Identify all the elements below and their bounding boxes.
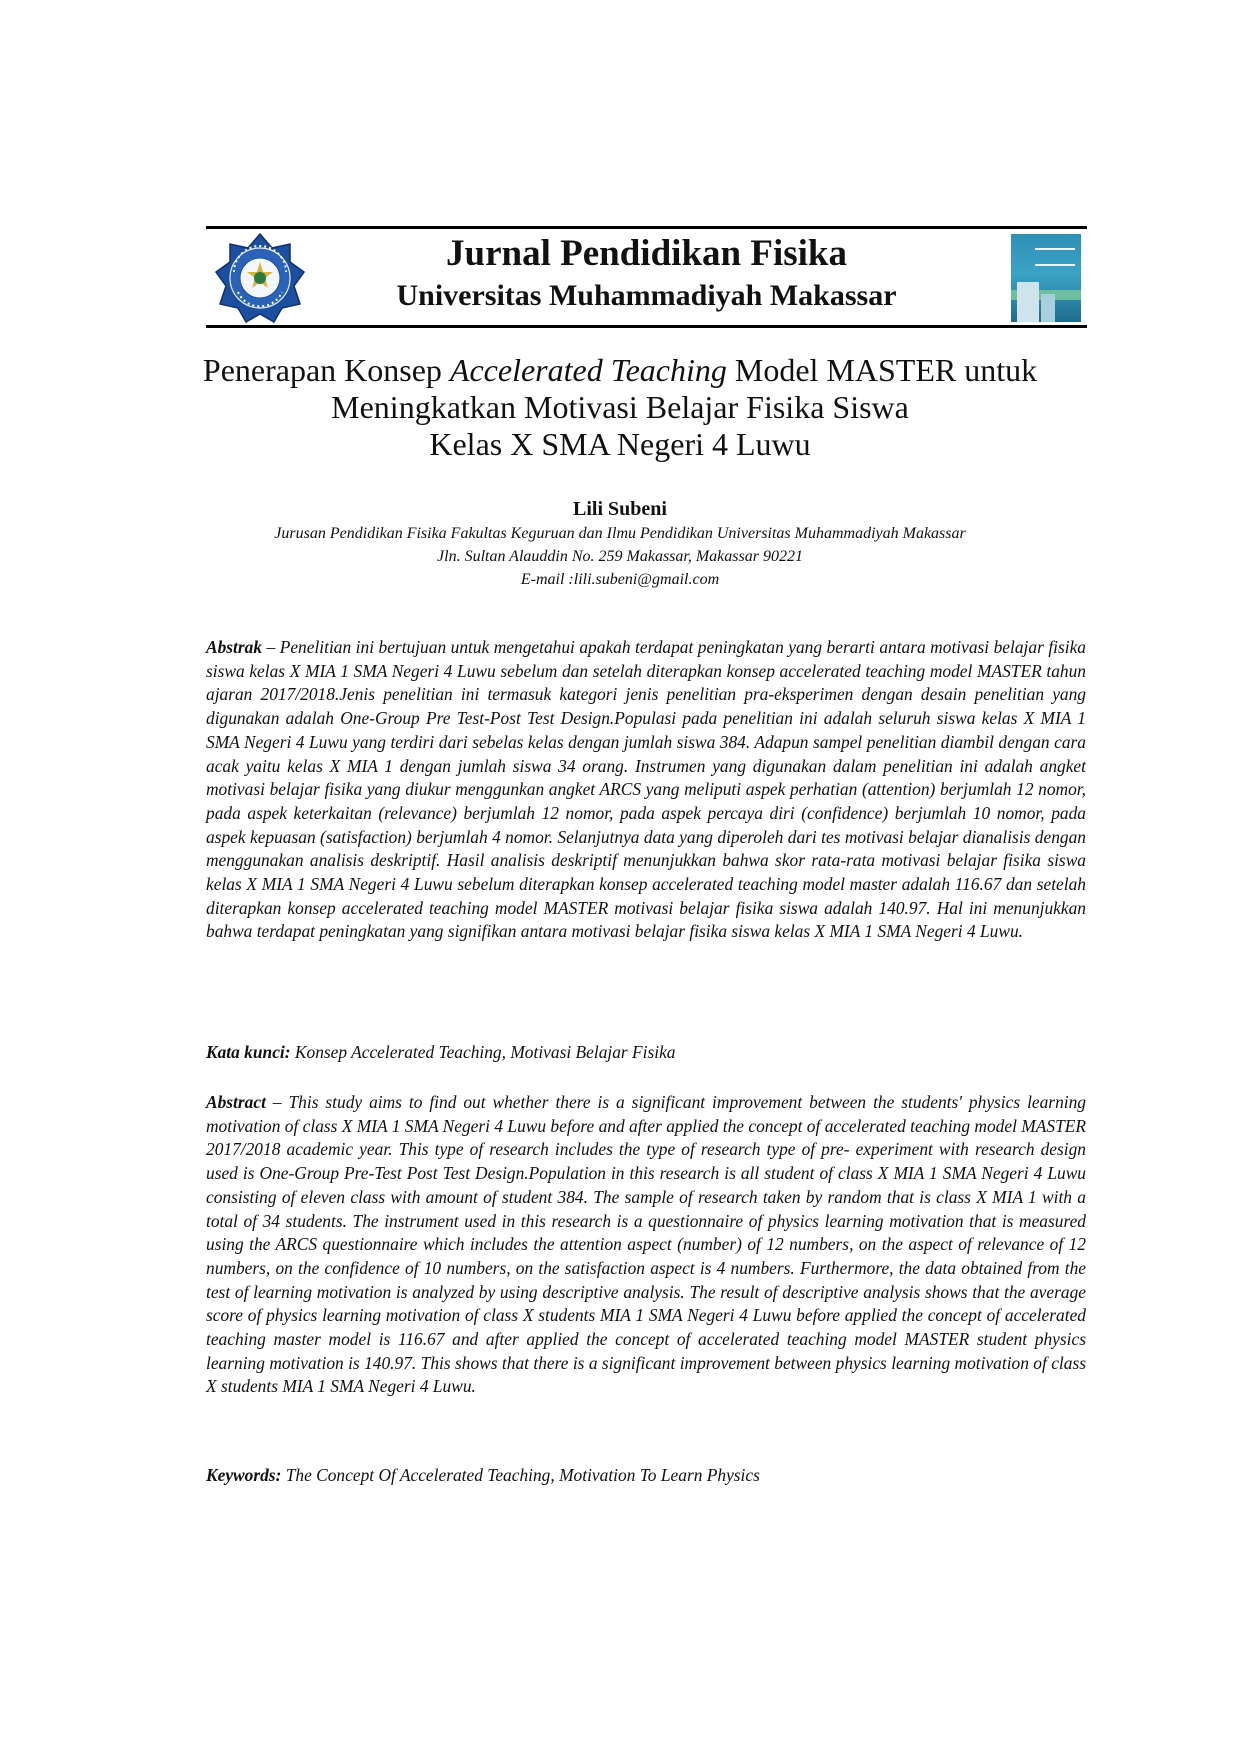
abstrak-text: – Penelitian ini bertujuan untuk mengetahui apakah terdapat peningkatan yang berarti antara motivasi belajar fisika siswa kelas X MIA 1 SMA Negeri 4 Luwu sebelum dan setelah diterapkan konsep accelerated teaching model MASTER tahun ajaran 2017/2018.Jenis penelitian ini termasuk kategori jenis penelitian pra-eksperimen dengan desain penelitian yang digunakan adalah One-Group Pre Test-Post Test Design.Populasi pada penelitian ini adalah seluruh siswa kelas X MIA 1 SMA Negeri 4 Luwu yang terdiri dari sebelas kelas dengan jumlah siswa 384. Adapun sampel penelitian diambil dengan cara acak yaitu kelas X MIA 1 dengan jumlah siswa 34 orang. Instrumen yang digunakan dalam penelitian ini adalah angket motivasi belajar fisika yang diukur menggunkan angket ARCS yang meliputi aspek perhatian (attention) berjumlah 12 nomor, pada aspek keterkaitan (relevance) berjumlah 12 nomor, pada aspek percaya diri (confidence) berjumlah 10 nomor, pada aspek kepuasan (satisfaction) berjumlah 4 nomor. Selanjutnya data yang diperoleh dari tes motivasi belajar dianalisis dengan menggunakan analisis deskriptif. Hasil analisis deskriptif menunjukkan bahwa skor rata-rata motivasi belajar fisika siswa kelas X MIA 1 SMA Negeri 4 Luwu sebelum diterapkan konsep accelerated teaching model master adalah 116.67 dan setelah diterapkan konsep accelerated teaching model MASTER motivasi belajar fisika siswa adalah 140.97. Hal ini menunjukkan bahwa terdapat peningkatan yang signifikan antara motivasi belajar fisika siswa kelas X MIA 1 SMA Negeri 4 Luwu. <box>206 637 1086 942</box>
abstract-paragraph <box>206 1091 1086 1399</box>
abstract-text: – This study aims to find out whether there is a significant improvement between the students' physics learning motivation of class X MIA 1 SMA Negeri 4 Luwu before and after applied the concept of accelerated teaching model MASTER 2017/2018 academic year. This type of research includes the type of research type of pre- experiment with research design used is One-Group Pre-Test Post Test Design.Population in this research is all student of class X MIA 1 SMA Negeri 4 Luwu consisting of eleven class with amount of student 384. The sample of research taken by random that is class X MIA 1 with a total of 34 students. The instrument used in this research is a questionnaire of physics learning motivation that is measured using the ARCS questionnaire which includes the attention aspect (number) of 12 numbers, on the aspect of relevance of 12 numbers, on the confidence of 10 numbers, on the satisfaction aspect is 4 numbers. Furthermore, the data obtained from the test of learning motivation is analyzed by using descriptive analysis. The result of descriptive analysis shows that the average score of physics learning motivation of class X students MIA 1 SMA Negeri 4 Luwu before applied the concept of accelerated teaching master model is 116.67 and after applied the concept of accelerated teaching model MASTER student physics learning motivation is 140.97. This shows that there is a significant improvement between physics learning motivation of class X students MIA 1 SMA Negeri 4 Luwu. <box>206 1092 1086 1397</box>
journal-header <box>206 226 1087 328</box>
article-title <box>150 352 1090 463</box>
keywords-paragraph <box>206 1464 1086 1488</box>
abstrak-label: Abstrak <box>206 637 263 657</box>
author-affiliation: Jurusan Pendidikan Fisika Fakultas Keguruan dan Ilmu Pendidikan Universitas Muhammadiyah Makassar <box>274 525 966 542</box>
journal-university: Universitas Muhammadiyah Makassar <box>396 279 897 312</box>
kata-kunci-label: Kata kunci: <box>206 1042 291 1062</box>
author-email: E-mail :lili.subeni@gmail.com <box>520 571 720 588</box>
title-line-1-start: Penerapan Konsep <box>202 352 450 388</box>
kata-kunci-text: Konsep Accelerated Teaching, Motivasi Belajar Fisika <box>290 1042 676 1062</box>
title-line-1 <box>150 352 1090 389</box>
journal-cover-icon <box>1011 234 1081 322</box>
kata-kunci-paragraph <box>206 1041 1086 1065</box>
journal-name: Jurnal Pendidikan Fisika <box>446 233 847 274</box>
keywords-text: The Concept Of Accelerated Teaching, Motivation To Learn Physics <box>281 1465 760 1485</box>
author-name: Lili Subeni <box>573 498 667 520</box>
title-line-2: Meningkatkan Motivasi Belajar Fisika Siswa <box>331 389 909 425</box>
header-bottom-rule <box>206 325 1087 328</box>
abstract-label: Abstract <box>206 1092 266 1112</box>
author-address: Jln. Sultan Alauddin No. 259 Makassar, Makassar 90221 <box>437 548 803 565</box>
title-line-3: Kelas X SMA Negeri 4 Luwu <box>429 426 811 462</box>
header-top-rule <box>206 226 1087 229</box>
keywords-label: Keywords: <box>206 1465 282 1485</box>
abstrak-paragraph <box>206 636 1086 944</box>
title-line-1-italic: Accelerated Teaching <box>449 352 727 388</box>
title-line-1-end: Model MASTER untuk <box>726 352 1038 388</box>
